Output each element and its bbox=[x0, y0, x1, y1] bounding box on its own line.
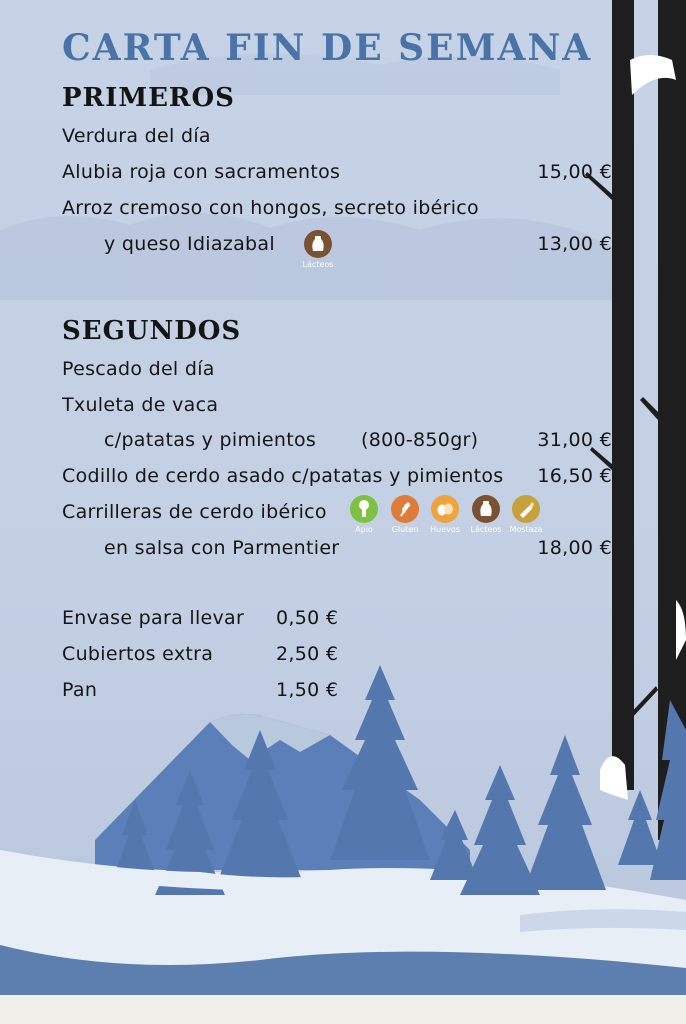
allergen-label: Lácteos bbox=[470, 525, 502, 534]
dish-name: c/patatas y pimientos bbox=[104, 429, 317, 451]
dish-name: Carrilleras de cerdo ibérico bbox=[62, 501, 327, 523]
allergen-label: Mostaza bbox=[509, 525, 543, 534]
dish-name: Pescado del día bbox=[62, 358, 215, 380]
dish-price: 16,50 € bbox=[537, 465, 612, 487]
dish-price: 18,00 € bbox=[537, 537, 612, 559]
extra-price: 1,50 € bbox=[276, 679, 339, 701]
extra-price: 0,50 € bbox=[276, 607, 339, 629]
milk-jug-icon bbox=[304, 230, 332, 258]
celery-icon bbox=[350, 495, 378, 523]
dish-price: 13,00 € bbox=[537, 233, 612, 255]
dish-name: Verdura del día bbox=[62, 125, 211, 147]
allergen-label: Apio bbox=[355, 525, 373, 534]
dish-name: y queso Idiazabal bbox=[104, 233, 275, 255]
dish-name: en salsa con Parmentier bbox=[104, 537, 340, 559]
menu-title: CARTA FIN DE SEMANA bbox=[62, 27, 593, 69]
dish-weight: (800-850gr) bbox=[361, 429, 479, 451]
dish-name: Codillo de cerdo asado c/patatas y pimientos bbox=[62, 465, 504, 487]
dish-name: Alubia roja con sacramentos bbox=[62, 161, 341, 183]
extra-price: 2,50 € bbox=[276, 643, 339, 665]
extra-name: Cubiertos extra bbox=[62, 643, 214, 665]
extra-name: Envase para llevar bbox=[62, 607, 245, 629]
allergen-badge bbox=[498, 495, 554, 534]
extra-name: Pan bbox=[62, 679, 98, 701]
eggs-icon bbox=[431, 495, 459, 523]
wheat-icon bbox=[391, 495, 419, 523]
allergen-label: Gluten bbox=[391, 525, 419, 534]
mustard-icon bbox=[512, 495, 540, 523]
dish-price: 31,00 € bbox=[537, 429, 612, 451]
milk-jug-icon bbox=[472, 495, 500, 523]
page-bottom-margin bbox=[0, 995, 686, 1024]
dish-name: Txuleta de vaca bbox=[62, 394, 219, 416]
allergen-badge bbox=[290, 230, 346, 269]
allergen-label: Lácteos bbox=[302, 260, 334, 269]
dish-name: Arroz cremoso con hongos, secreto ibérico bbox=[62, 197, 479, 219]
section-heading-primeros: PRIMEROS bbox=[62, 83, 235, 113]
section-heading-segundos: SEGUNDOS bbox=[62, 316, 242, 346]
allergen-label: Huevos bbox=[430, 525, 460, 534]
dish-price: 15,00 € bbox=[537, 161, 612, 183]
